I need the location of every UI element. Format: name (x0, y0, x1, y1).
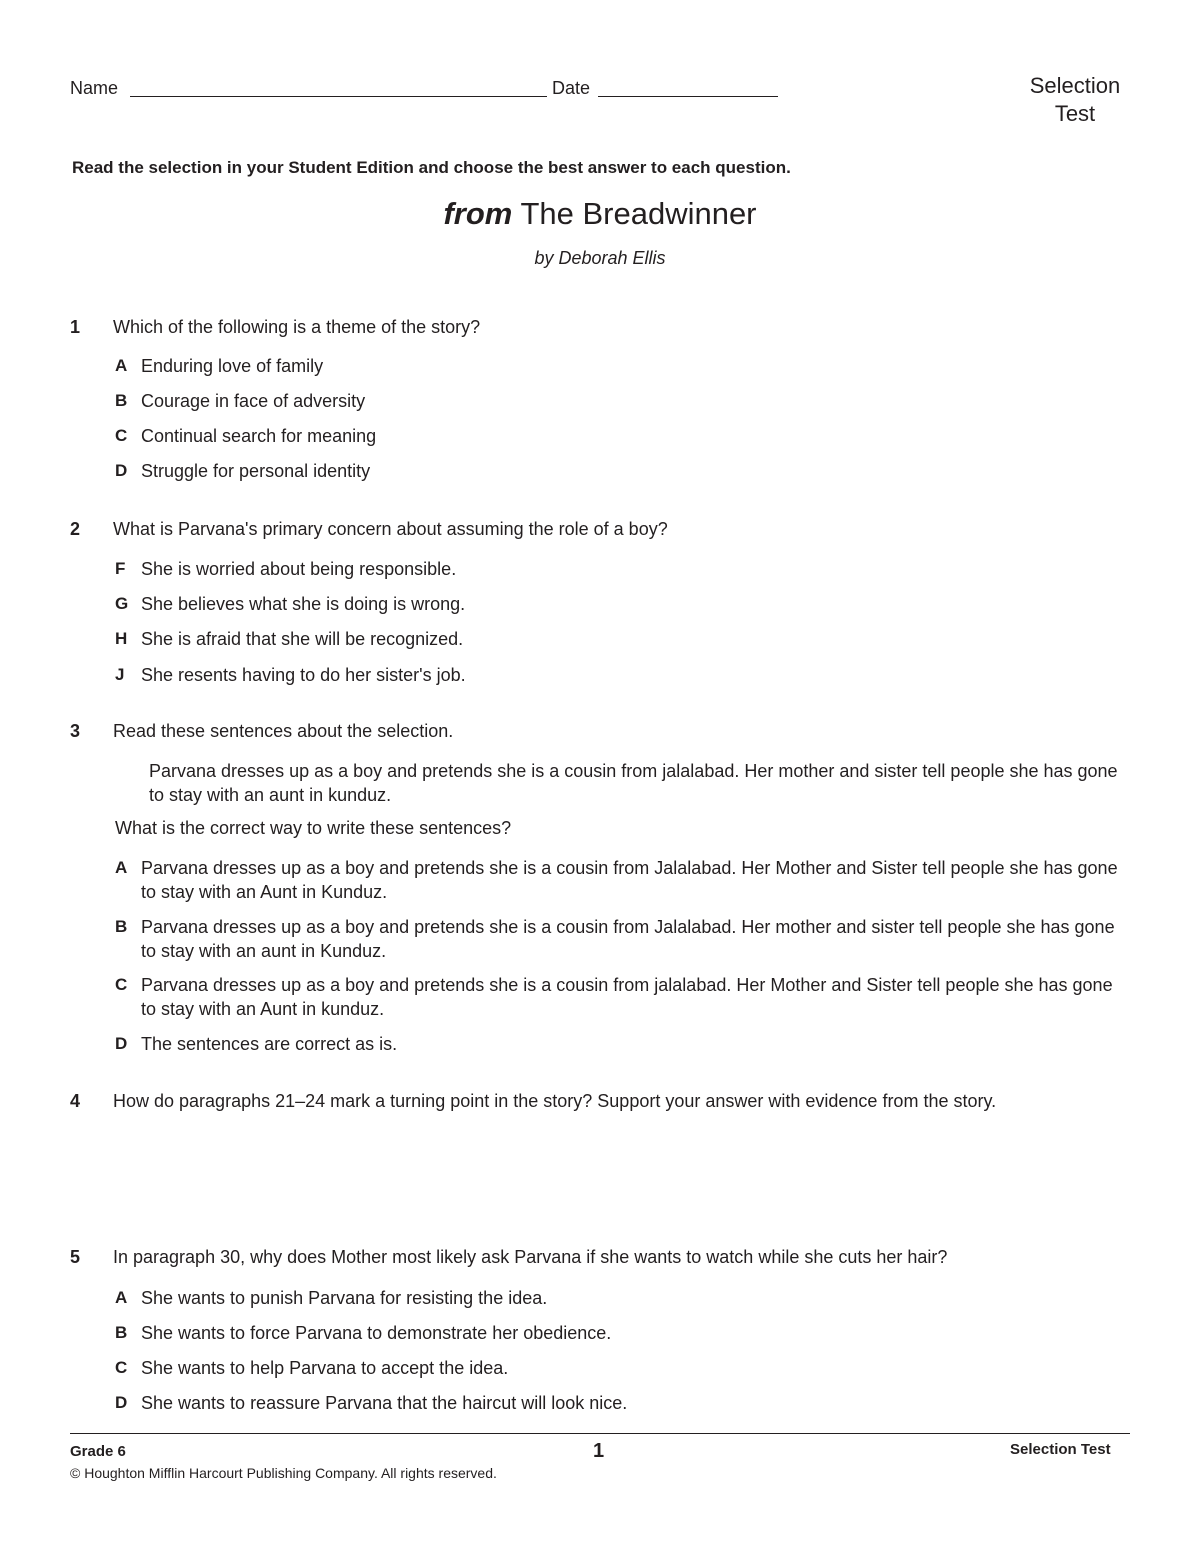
answer-option[interactable]: Courage in face of adversity (141, 391, 366, 411)
footer-test-type: Selection Test (1010, 1441, 1111, 1458)
question-text: Read these sentences about the selection. (113, 721, 454, 741)
option-letter: F (115, 559, 126, 578)
instructions: Read the selection in your Student Edition and choose the best answer to each question. (72, 158, 791, 177)
question-number: 1 (70, 317, 81, 337)
answer-option[interactable]: She resents having to do her sister's job. (141, 665, 466, 685)
question-text: Which of the following is a theme of the story? (113, 317, 481, 337)
name-label: Name (70, 78, 119, 98)
test-type-line2: Test (1054, 101, 1096, 126)
question-text: How do paragraphs 21–24 mark a turning point in the story? Support your answer with evidence from the story. (113, 1091, 997, 1111)
test-type-line1: Selection (1029, 73, 1121, 98)
answer-option[interactable]: She wants to help Parvana to accept the idea. (141, 1358, 509, 1378)
option-letter: D (115, 1034, 128, 1053)
option-letter: A (115, 356, 128, 375)
copyright-notice: © Houghton Mifflin Harcourt Publishing Company. All rights reserved. (70, 1465, 497, 1481)
answer-option[interactable]: She wants to punish Parvana for resisting the idea. (141, 1288, 548, 1308)
question-text: In paragraph 30, why does Mother most likely ask Parvana if she wants to watch while she cuts her hair? (113, 1247, 948, 1267)
answer-option[interactable]: Parvana dresses up as a boy and pretends she is a cousin from jalalabad. Her Mother and Sister tell people she has gone to stay with an Aunt in kunduz. (141, 975, 1113, 1019)
date-label: Date (552, 78, 591, 98)
answer-option[interactable]: She wants to reassure Parvana that the haircut will look nice. (141, 1393, 628, 1413)
option-letter: B (115, 391, 128, 410)
option-letter: D (115, 1393, 128, 1412)
option-letter: J (115, 665, 125, 684)
name-blank[interactable] (130, 96, 547, 97)
question-number: 3 (70, 721, 81, 741)
test-type-label (1010, 72, 1140, 128)
answer-option[interactable]: Parvana dresses up as a boy and pretends she is a cousin from Jalalabad. Her mother and sister tell people she has gone to stay with an aunt in Kunduz. (141, 917, 1115, 961)
answer-option[interactable]: She is afraid that she will be recognized. (141, 629, 464, 649)
option-letter: D (115, 461, 128, 480)
answer-option[interactable]: The sentences are correct as is. (141, 1034, 398, 1054)
option-letter: A (115, 858, 128, 877)
answer-option[interactable]: Continual search for meaning (141, 426, 377, 446)
option-letter: C (115, 426, 128, 445)
answer-option[interactable]: She believes what she is doing is wrong. (141, 594, 466, 614)
question-text: What is Parvana's primary concern about assuming the role of a boy? (113, 519, 668, 539)
option-letter: B (115, 1323, 128, 1342)
answer-option[interactable]: Enduring love of family (141, 356, 324, 376)
selection-passage: Parvana dresses up as a boy and pretends she is a cousin from jalalabad. Her mother and sister tell people she has gone to stay with an aunt in kunduz. (149, 761, 1118, 805)
option-letter: C (115, 1358, 128, 1377)
answer-option[interactable]: She is worried about being responsible. (141, 559, 457, 579)
question-number: 4 (70, 1091, 81, 1111)
option-letter: A (115, 1288, 128, 1307)
selection-title (0, 196, 1200, 232)
option-letter: G (115, 594, 129, 613)
option-letter: H (115, 629, 128, 648)
option-letter: B (115, 917, 128, 936)
answer-option[interactable]: She wants to force Parvana to demonstrate her obedience. (141, 1323, 612, 1343)
title-prefix: from (443, 196, 513, 231)
question-number: 2 (70, 519, 81, 539)
footer-grade: Grade 6 (70, 1443, 126, 1460)
question-followup: What is the correct way to write these sentences? (115, 818, 512, 838)
date-blank[interactable] (598, 96, 778, 97)
answer-option[interactable]: Struggle for personal identity (141, 461, 371, 481)
page-number: 1 (593, 1440, 605, 1462)
question-number: 5 (70, 1247, 81, 1267)
answer-option[interactable]: Parvana dresses up as a boy and pretends she is a cousin from Jalalabad. Her Mother and Sister tell people she has gone to stay with an Aunt in Kunduz. (141, 858, 1118, 902)
option-letter: C (115, 975, 128, 994)
author-byline: by Deborah Ellis (534, 248, 666, 268)
footer-rule (70, 1433, 1130, 1434)
title-main: The Breadwinner (520, 196, 757, 231)
